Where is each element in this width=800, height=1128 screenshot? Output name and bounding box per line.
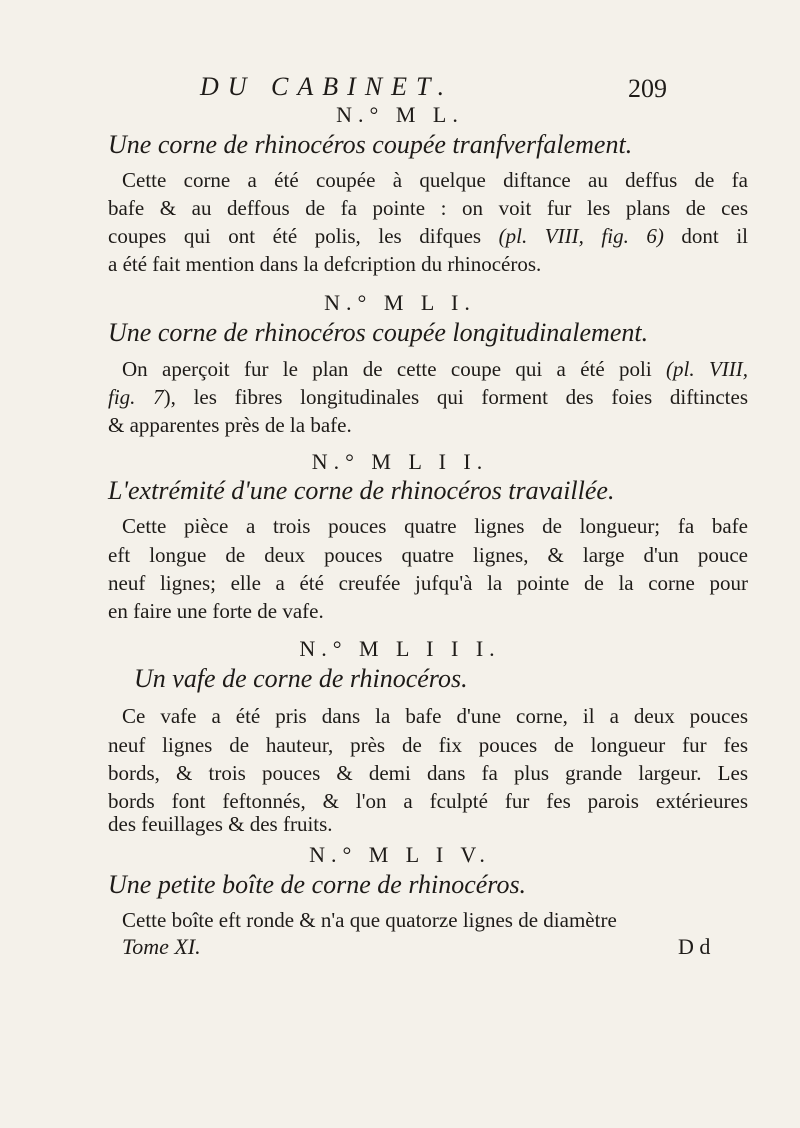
text-line: fig. 7), les fibres longitudinales qui forment des foies diftinctes xyxy=(108,385,749,409)
entry-title: L'extrémité d'une corne de rhinocéros travaillée. xyxy=(108,476,615,505)
text-line: bafe & au deffous de fa pointe : on voit fur les plans de ces xyxy=(108,196,748,220)
text-line: Cette boîte eft ronde & n'a que quatorze lignes de diamètre xyxy=(122,908,617,932)
signature-mark: Tome XI. xyxy=(122,934,201,959)
entry-number: N.° M L. xyxy=(336,102,464,127)
entry-title: Une petite boîte de corne de rhinocéros. xyxy=(108,870,527,899)
text-line: On aperçoit fur le plan de cette coupe qui a été poli (pl. VIII, xyxy=(122,357,749,381)
entry-title: Une corne de rhinocéros coupée longitudinalement. xyxy=(108,318,649,347)
text-line: & apparentes près de la bafe. xyxy=(108,413,352,437)
text-line: Cette corne a été coupée à quelque diftance au deffus de fa xyxy=(122,168,748,192)
running-head: DU CABINET. xyxy=(200,72,454,101)
text-line: a été fait mention dans la defcription du rhinocéros. xyxy=(108,252,542,276)
text-line: neuf lignes de hauteur, près de fix pouces de longueur fur fes xyxy=(108,733,748,757)
entry-number: N.° M L I. xyxy=(324,290,476,315)
entry-number: N.° M L I I I. xyxy=(299,636,501,661)
text-line: Ce vafe a été pris dans la bafe d'une corne, il a deux pouces xyxy=(122,704,748,728)
text-line: eft longue de deux pouces quatre lignes, & large d'un pouce xyxy=(108,543,748,567)
text-line: bords font feftonnés, & l'on a fculpté fur fes parois extérieures xyxy=(108,789,748,813)
entry-number: N.° M L I V. xyxy=(309,842,491,867)
page-number: 209 xyxy=(628,74,667,103)
text-line: en faire une forte de vafe. xyxy=(108,599,324,623)
entry-number: N.° M L I I. xyxy=(311,449,489,474)
signature-mark: D d xyxy=(678,934,711,959)
text-line: neuf lignes; elle a été creufée jufqu'à la pointe de la corne pour xyxy=(108,571,748,595)
text-line: bords, & trois pouces & demi dans fa plus grande largeur. Les xyxy=(108,761,748,785)
text-line: des feuillages & des fruits. xyxy=(108,812,333,836)
entry-title: Une corne de rhinocéros coupée tranfverfalement. xyxy=(108,130,633,159)
entry-title: Un vafe de corne de rhinocéros. xyxy=(134,664,468,693)
text-line: Cette pièce a trois pouces quatre lignes de longueur; fa bafe xyxy=(122,514,748,538)
text-line: coupes qui ont été polis, les difques (pl. VIII, fig. 6) dont il xyxy=(108,224,749,248)
